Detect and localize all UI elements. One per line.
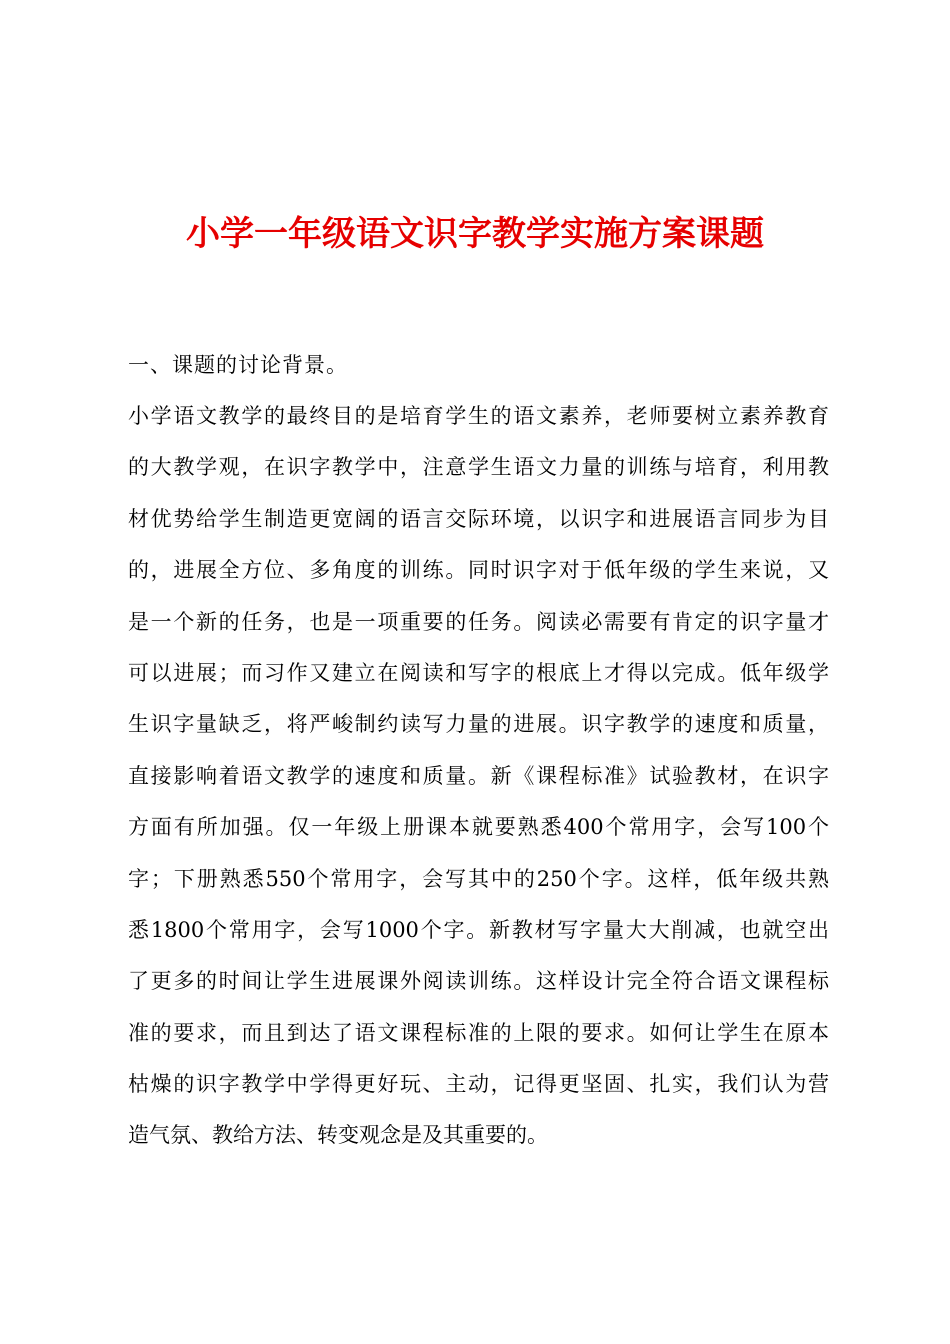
paragraph-line: 悉1800个常用字，会写1000个字。新教材写字量大大削减，也就空出: [128, 917, 829, 942]
section-heading: 一、课题的讨论背景。: [128, 353, 348, 377]
paragraph-line: 直接影响着语文教学的速度和质量。新《课程标准》试验教材，在识字: [128, 763, 829, 788]
paragraph-line: 枯燥的识字教学中学得更好玩、主动，记得更坚固、扎实，我们认为营: [128, 1072, 829, 1097]
paragraph-line: 字；下册熟悉550个常用字，会写其中的250个字。这样，低年级共熟: [128, 866, 829, 891]
paragraph-line: 生识字量缺乏，将严峻制约读写力量的进展。识字教学的速度和质量，: [128, 712, 829, 737]
paragraph-line: 小学语文教学的最终目的是培育学生的语文素养，老师要树立素养教育: [128, 404, 829, 428]
paragraph-line: 的大教学观，在识字教学中，注意学生语文力量的训练与培育，利用教: [128, 455, 829, 480]
body-paragraph: [128, 398, 829, 1169]
paragraph-line: 造气氛、教给方法、转变观念是及其重要的。: [128, 1123, 548, 1148]
paragraph-line: 准的要求，而且到达了语文课程标准的上限的要求。如何让学生在原本: [128, 1020, 829, 1045]
paragraph-line: 材优势给学生制造更宽阔的语言交际环境，以识字和进展语言同步为目: [128, 506, 829, 531]
paragraph-line: 方面有所加强。仅一年级上册课本就要熟悉400个常用字，会写100个: [128, 815, 829, 840]
document-title: 小学一年级语文识字教学实施方案课题: [186, 214, 764, 254]
paragraph-line: 是一个新的任务，也是一项重要的任务。阅读必需要有肯定的识字量才: [128, 609, 829, 634]
paragraph-line: 可以进展；而习作又建立在阅读和写字的根底上才得以完成。低年级学: [128, 660, 829, 685]
paragraph-line: 的，进展全方位、多角度的训练。同时识字对于低年级的学生来说，又: [128, 558, 829, 583]
paragraph-line: 了更多的时间让学生进展课外阅读训练。这样设计完全符合语文课程标: [128, 969, 829, 994]
